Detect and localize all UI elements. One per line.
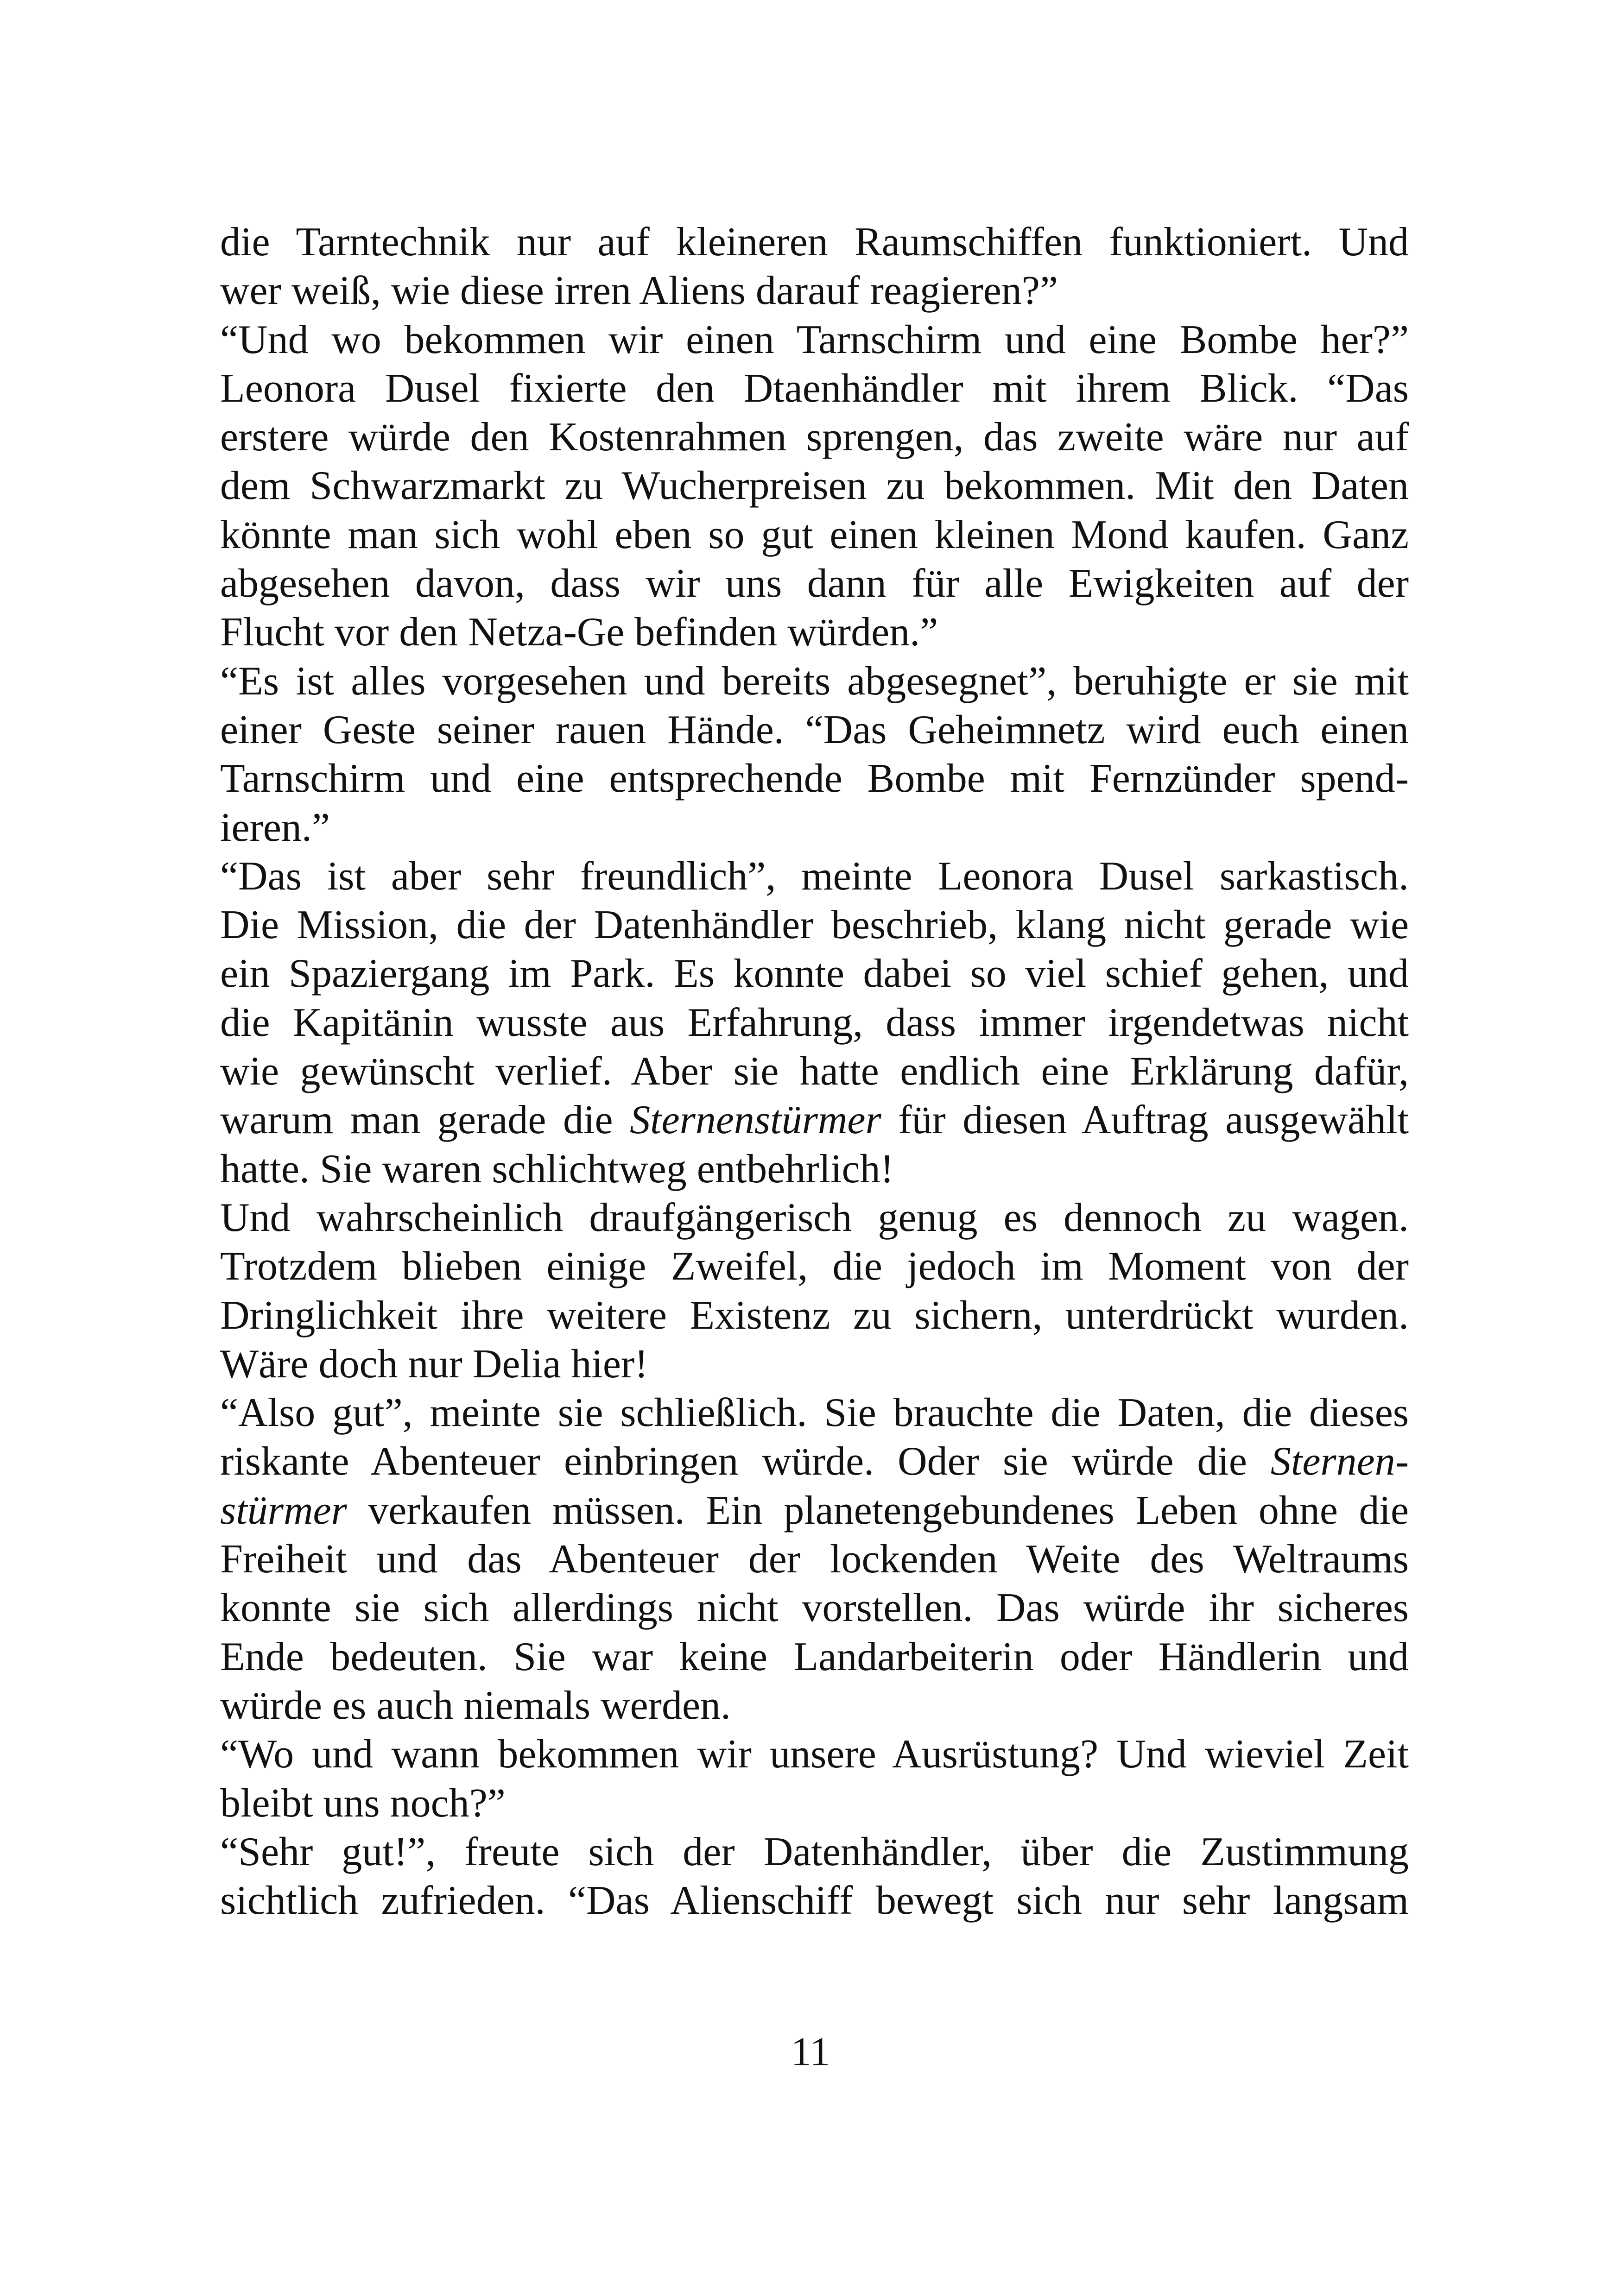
page-number: 11 [791,2030,830,2075]
text-line: sichtlich zufrieden. “Das Alienschiff bewegt sich nur sehr langsam [220,1878,1409,1924]
text-line: abgesehen davon, dass wir uns dann für alle Ewigkeiten auf der [220,561,1409,606]
text-line: hatte. Sie waren schlichtweg entbehrlich! [220,1146,894,1192]
text-line: ieren.” [220,805,330,850]
text-line: bleibt uns noch?” [220,1780,506,1826]
text-line [220,1486,1409,1535]
text-line: “Also gut”, meinte sie schließlich. Sie brauchte die Daten, die dieses [220,1390,1409,1436]
text-line: erstere würde den Kostenrahmen sprengen, das zweite wäre nur auf [220,415,1409,460]
text-line: Tarnschirm und eine entsprechende Bombe mit Fernzünder spend- [220,756,1409,801]
text-line: Trotzdem blieben einige Zweifel, die jedoch im Moment von der [220,1244,1409,1289]
text-line: “Wo und wann bekommen wir unsere Ausrüstung? Und wieviel Zeit [220,1732,1409,1777]
text-line: wie gewünscht verlief. Aber sie hatte endlich eine Erklärung dafür, [220,1049,1409,1094]
text-line: Die Mission, die der Datenhändler beschrieb, klang nicht gerade wie [220,902,1409,948]
text-line [220,1437,1409,1486]
text-segment: warum man gerade die [220,1098,630,1143]
text-line: “Es ist alles vorgesehen und bereits abgesegnet”, beruhigte er sie mit [220,658,1409,704]
italic-title: Sternenstürmer [630,1098,881,1143]
text-line: Wäre doch nur Delia hier! [220,1341,648,1387]
text-line: wer weiß, wie diese irren Aliens darauf reagieren?” [220,268,1058,314]
text-line: Dringlichkeit ihre weitere Existenz zu sichern, unterdrückt wurden. [220,1293,1409,1338]
text-line: könnte man sich wohl eben so gut einen kleinen Mond kaufen. Ganz [220,512,1409,557]
text-line: Flucht vor den Netza-Ge befinden würden.” [220,610,938,655]
text-line: die Tarntechnik nur auf kleineren Raumschiffen funktioniert. Und [220,220,1409,265]
text-segment: riskante Abenteuer einbringen würde. Oder sie würde die [220,1439,1271,1484]
text-line: “Sehr gut!”, freute sich der Datenhändler, über die Zustimmung [220,1829,1409,1874]
text-line: ein Spaziergang im Park. Es konnte dabei so viel schief gehen, und [220,951,1409,997]
text-line: Ende bedeuten. Sie war keine Landarbeiterin oder Händlerin und [220,1634,1409,1679]
text-line: konnte sie sich allerdings nicht vorstellen. Das würde ihr sicheres [220,1585,1409,1631]
text-line: die Kapitänin wusste aus Erfahrung, dass immer irgendetwas nicht [220,1000,1409,1045]
text-line [220,1096,1409,1144]
text-line: Leonora Dusel fixierte den Dtaenhändler mit ihrem Blick. “Das [220,366,1409,411]
italic-title: Sternen- [1270,1439,1409,1484]
text-line: würde es auch niemals werden. [220,1683,731,1728]
text-segment: für diesen Auftrag ausgewählt [881,1098,1409,1143]
text-line: “Das ist aber sehr freundlich”, meinte Leonora Dusel sarkastisch. [220,853,1409,899]
text-line: “Und wo bekommen wir einen Tarnschirm und eine Bombe her?” [220,317,1409,362]
text-line: einer Geste seiner rauen Hände. “Das Geheimnetz wird euch einen [220,707,1409,752]
text-line: Und wahrscheinlich draufgängerisch genug es dennoch zu wagen. [220,1195,1409,1240]
italic-title: stürmer [220,1488,347,1533]
text-line: Freiheit und das Abenteuer der lockenden Weite des Weltraums [220,1537,1409,1582]
page-body-text [220,218,1409,1969]
text-line: dem Schwarzmarkt zu Wucherpreisen zu bekommen. Mit den Daten [220,463,1409,509]
text-segment: verkaufen müssen. Ein planetengebundenes Leben ohne die [347,1488,1409,1533]
